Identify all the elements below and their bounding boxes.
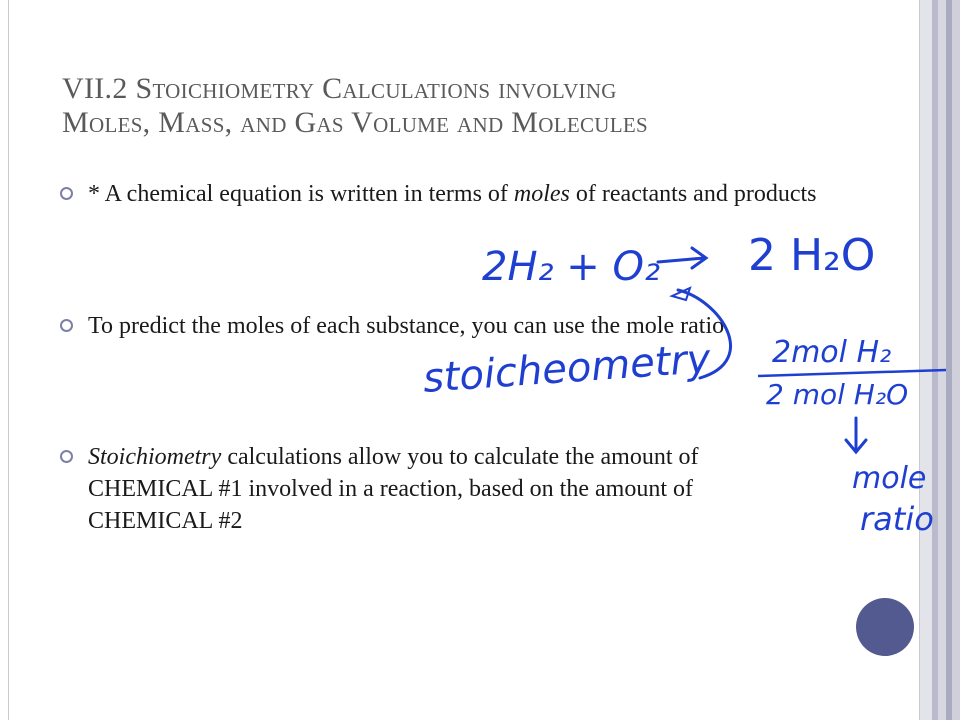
- bullet-ring-icon: [60, 187, 73, 200]
- bullet-text: [88, 441, 818, 537]
- bullet-lead: To predict the moles of each substance, you can use the mole ratio: [88, 313, 725, 339]
- hand-label-mole: mole: [852, 461, 927, 496]
- slide-title: [62, 72, 822, 140]
- hand-ratio-bottom: 2 mol H₂O: [766, 378, 909, 411]
- bullet-text: [88, 310, 818, 342]
- bullet-text: [88, 178, 818, 210]
- bullet-ring-icon: [60, 319, 73, 332]
- hand-label-ratio: ratio: [860, 500, 934, 538]
- bullet-ring-icon: [60, 450, 73, 463]
- hand-word-stoicheometry: stoicheometry: [421, 336, 712, 402]
- hand-equation-left: 2H₂ + O₂: [482, 244, 661, 290]
- title-line-1: [62, 72, 822, 106]
- title-prefix: VII.2: [62, 72, 136, 105]
- hand-ratio-top: 2mol H₂: [772, 335, 892, 370]
- title-text-1: Stoichiometry Calculations involving: [135, 72, 617, 105]
- bullet-rest: calculations allow you to calculate the amount of CHEMICAL #1 involved in a reaction, based on the amount of CHEMICAL #2: [88, 444, 699, 534]
- bullet-rest: of reactants and products: [569, 181, 817, 207]
- title-line-2: Moles, Mass, and Gas Volume and Molecules: [62, 106, 648, 139]
- decor-bar: [938, 0, 946, 720]
- decor-bar: [920, 0, 932, 720]
- bullet-lead: * A chemical equation is written in terms of: [88, 181, 514, 207]
- hand-equation-right: 2 H₂O: [748, 230, 876, 281]
- decor-bar: [952, 0, 960, 720]
- bullet-italic: Stoichiometry: [88, 444, 222, 470]
- decor-circle: [856, 598, 914, 656]
- bullet-italic: moles: [513, 181, 570, 207]
